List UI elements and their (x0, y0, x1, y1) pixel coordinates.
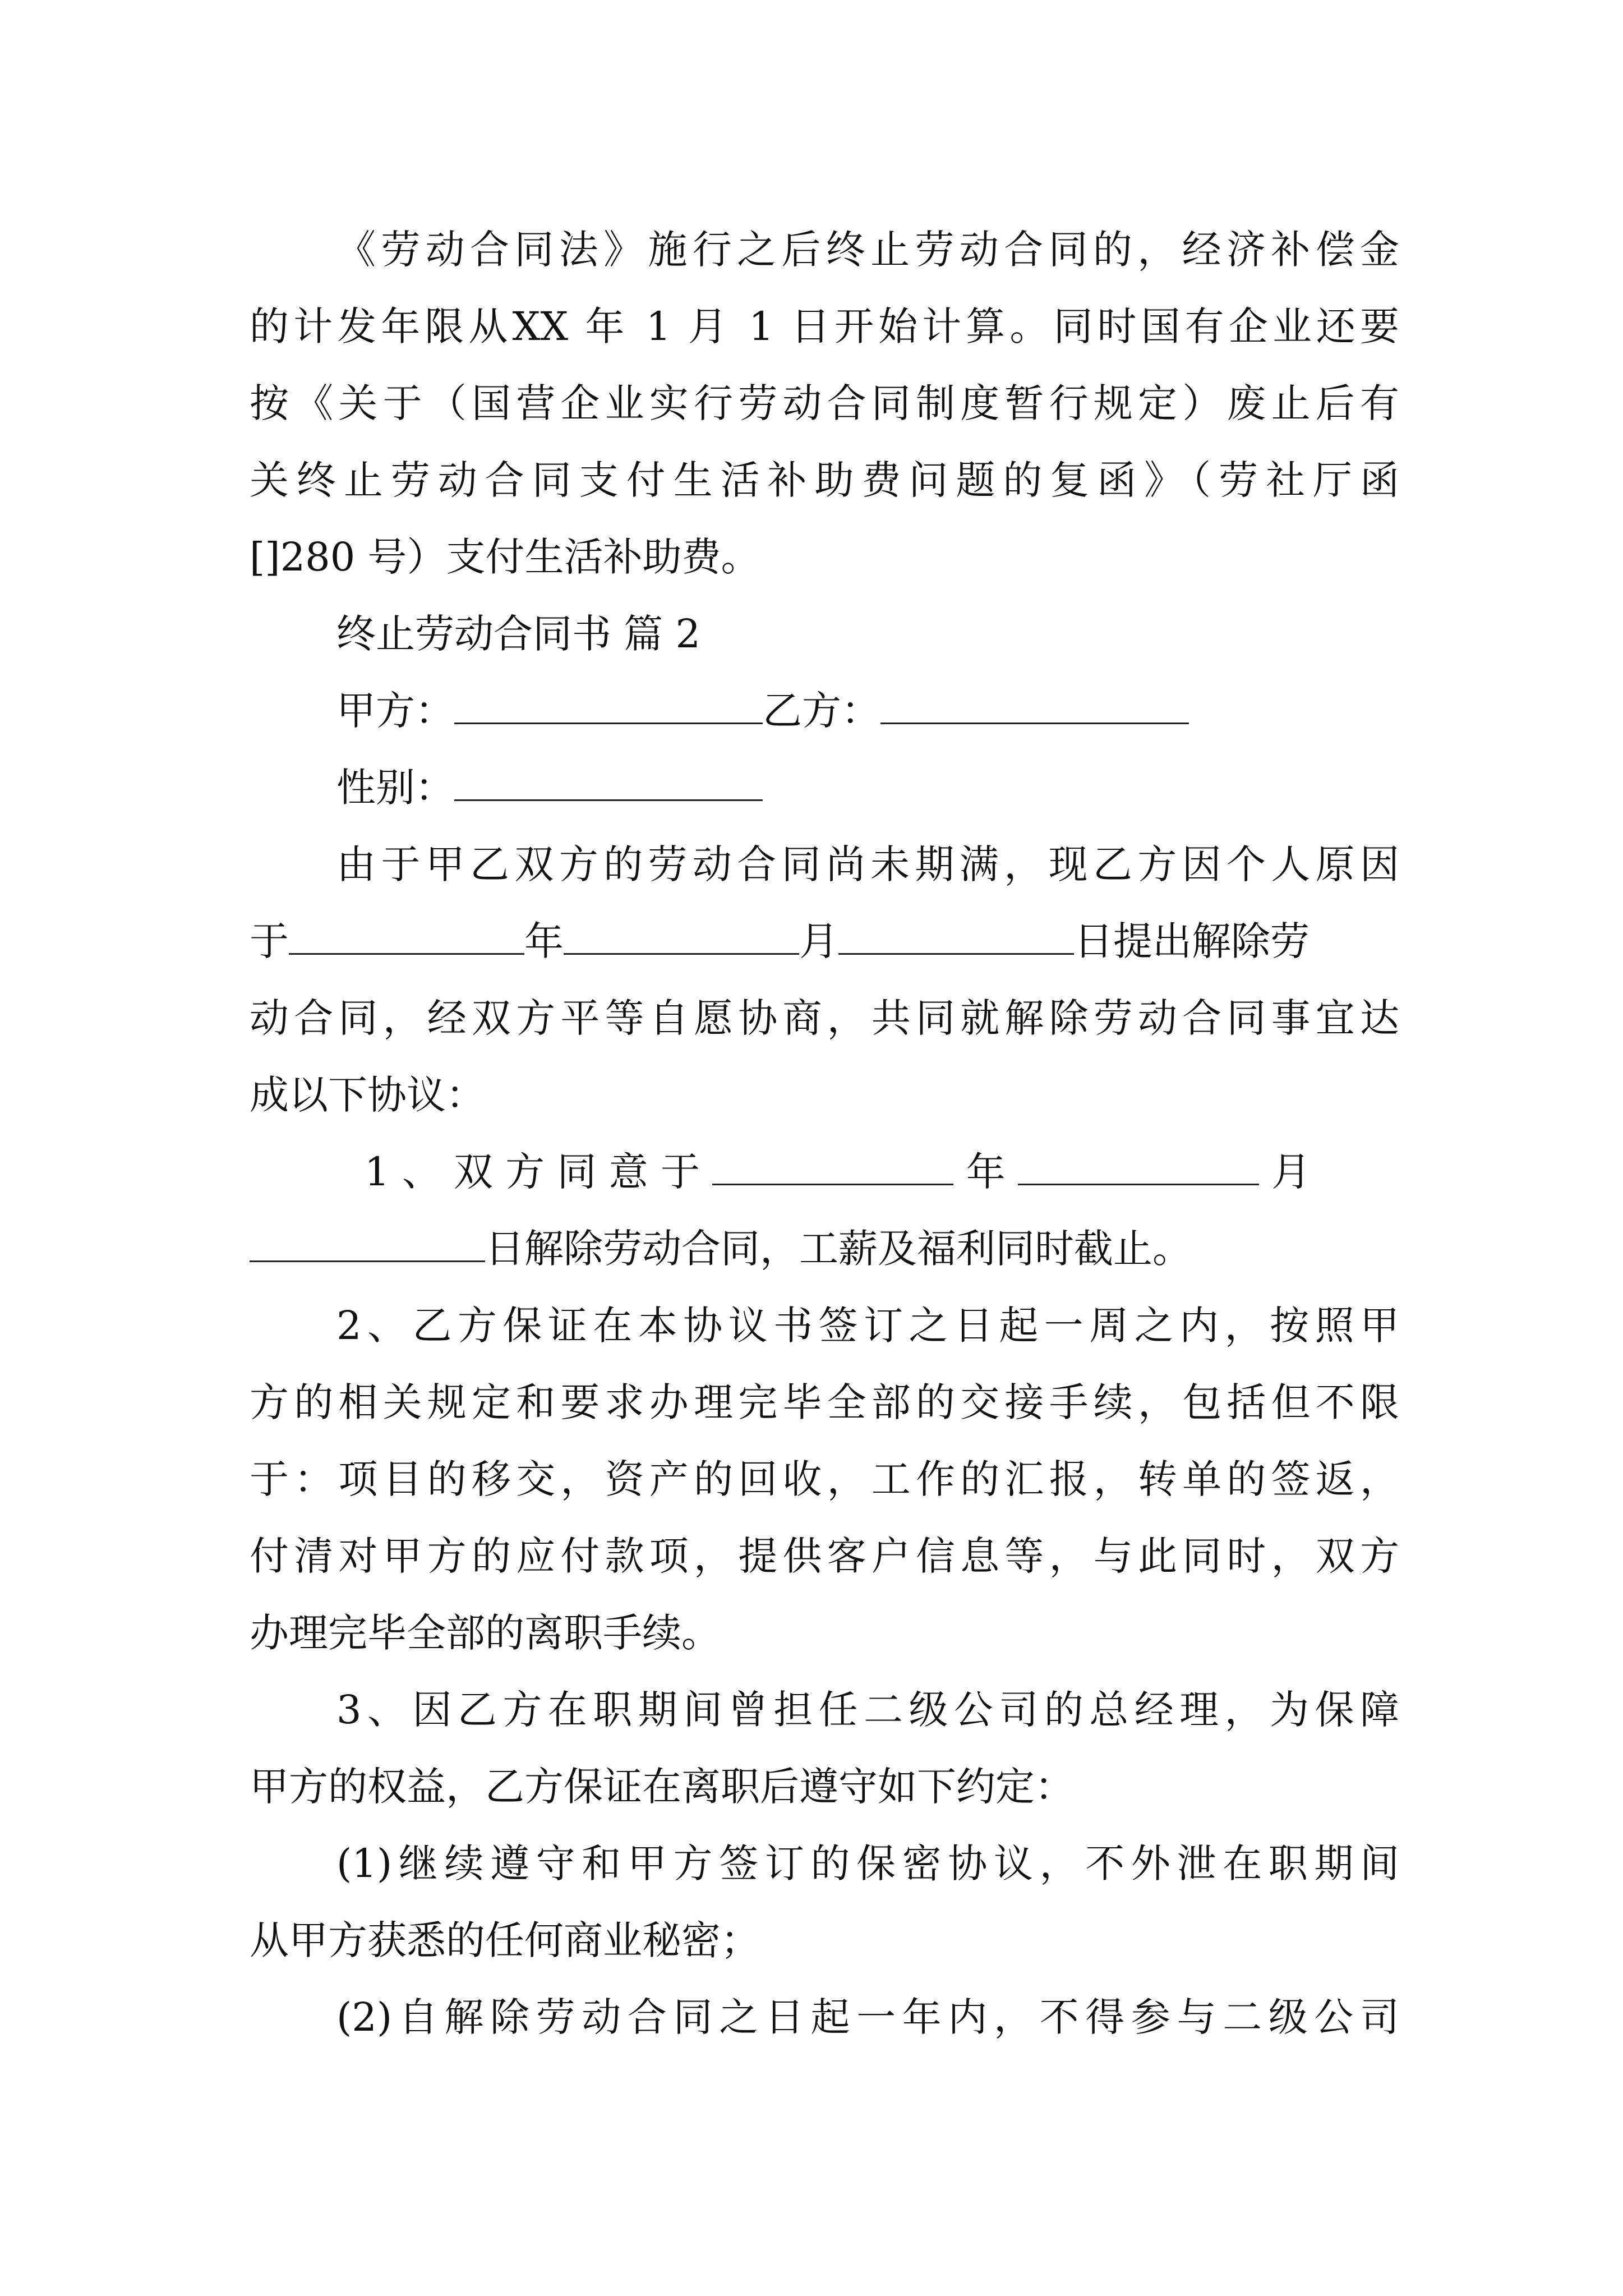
party-a-blank (454, 683, 763, 724)
paragraph-1-line-4: 关终止劳动合同支付生活补助费问题的复函》（劳社厅函 (250, 457, 1399, 503)
intro-line-1: 由于甲乙双方的劳动合同尚未期满，现乙方因个人原因 (336, 841, 1399, 887)
clause-2-line-4: 付清对甲方的应付款项，提供客户信息等，与此同时，双方 (250, 1533, 1399, 1579)
clause-3-line-1: 3、因乙方在职期间曾担任二级公司的总经理，为保障 (336, 1687, 1399, 1733)
item-1-line-2: 从甲方获悉的任何商业秘密； (250, 1917, 760, 1963)
clause-3-line-2: 甲方的权益，乙方保证在离职后遵守如下约定： (250, 1764, 1074, 1810)
section-heading: 终止劳动合同书 篇 2 (336, 611, 701, 657)
clause-1-month-label: 月 (1271, 1149, 1311, 1195)
clause-1-year-blank (712, 1144, 953, 1185)
gender-label: 性别： (336, 765, 454, 811)
clause-2-line-3: 于：项目的移交，资产的回收，工作的汇报，转单的签返， (250, 1456, 1399, 1502)
item-2-line-1: (2)自解除劳动合同之日起一年内，不得参与二级公司 (336, 1994, 1399, 2040)
intro-line-3: 动合同，经双方平等自愿协商，共同就解除劳动合同事宜达 (250, 995, 1399, 1041)
intro-prefix: 于 (250, 918, 289, 964)
intro-year-label: 年 (524, 918, 564, 964)
clause-1-month-blank (1018, 1144, 1259, 1185)
clause-1-line-1 (365, 1141, 1399, 1203)
paragraph-1-line-3: 按《关于（国营企业实行劳动合同制度暂行规定）废止后有 (250, 380, 1399, 426)
paragraph-1-line-5: []280 号）支付生活补助费。 (250, 534, 760, 580)
intro-day-blank (838, 914, 1074, 955)
intro-year-blank (289, 914, 524, 955)
intro-suffix: 日提出解除劳 (1074, 918, 1310, 964)
clause-2-line-2: 方的相关规定和要求办理完毕全部的交接手续，包括但不限 (250, 1379, 1399, 1425)
clause-2-line-5: 办理完毕全部的离职手续。 (250, 1610, 721, 1656)
party-b-label: 乙方： (763, 688, 880, 734)
clause-2-line-1: 2、乙方保证在本协议书签订之日起一周之内，按照甲 (336, 1303, 1399, 1349)
intro-line-2 (250, 910, 1399, 972)
clause-1-line-2 (250, 1218, 1399, 1280)
clause-1-day-blank (250, 1221, 485, 1262)
paragraph-1-line-1: 《劳动合同法》施行之后终止劳动合同的，经济补偿金 (336, 227, 1399, 273)
clause-1-suffix: 日解除劳动合同，工薪及福利同时截止。 (485, 1226, 1192, 1272)
intro-month-label: 月 (799, 918, 838, 964)
gender-blank (454, 760, 763, 801)
clause-1-prefix: 1 、 双 方 同 意 于 (365, 1149, 700, 1195)
clause-1-year-label: 年 (966, 1149, 1006, 1195)
gender-line (336, 757, 1399, 818)
intro-month-blank (564, 914, 799, 955)
parties-line (336, 680, 1399, 742)
party-a-label: 甲方： (336, 688, 454, 734)
item-1-line-1: (1)继续遵守和甲方签订的保密协议，不外泄在职期间 (336, 1841, 1399, 1887)
party-b-blank (880, 683, 1189, 724)
paragraph-1-line-2: 的计发年限从XX 年 1 月 1 日开始计算。同时国有企业还要 (250, 303, 1399, 349)
intro-line-4: 成以下协议： (250, 1072, 485, 1118)
